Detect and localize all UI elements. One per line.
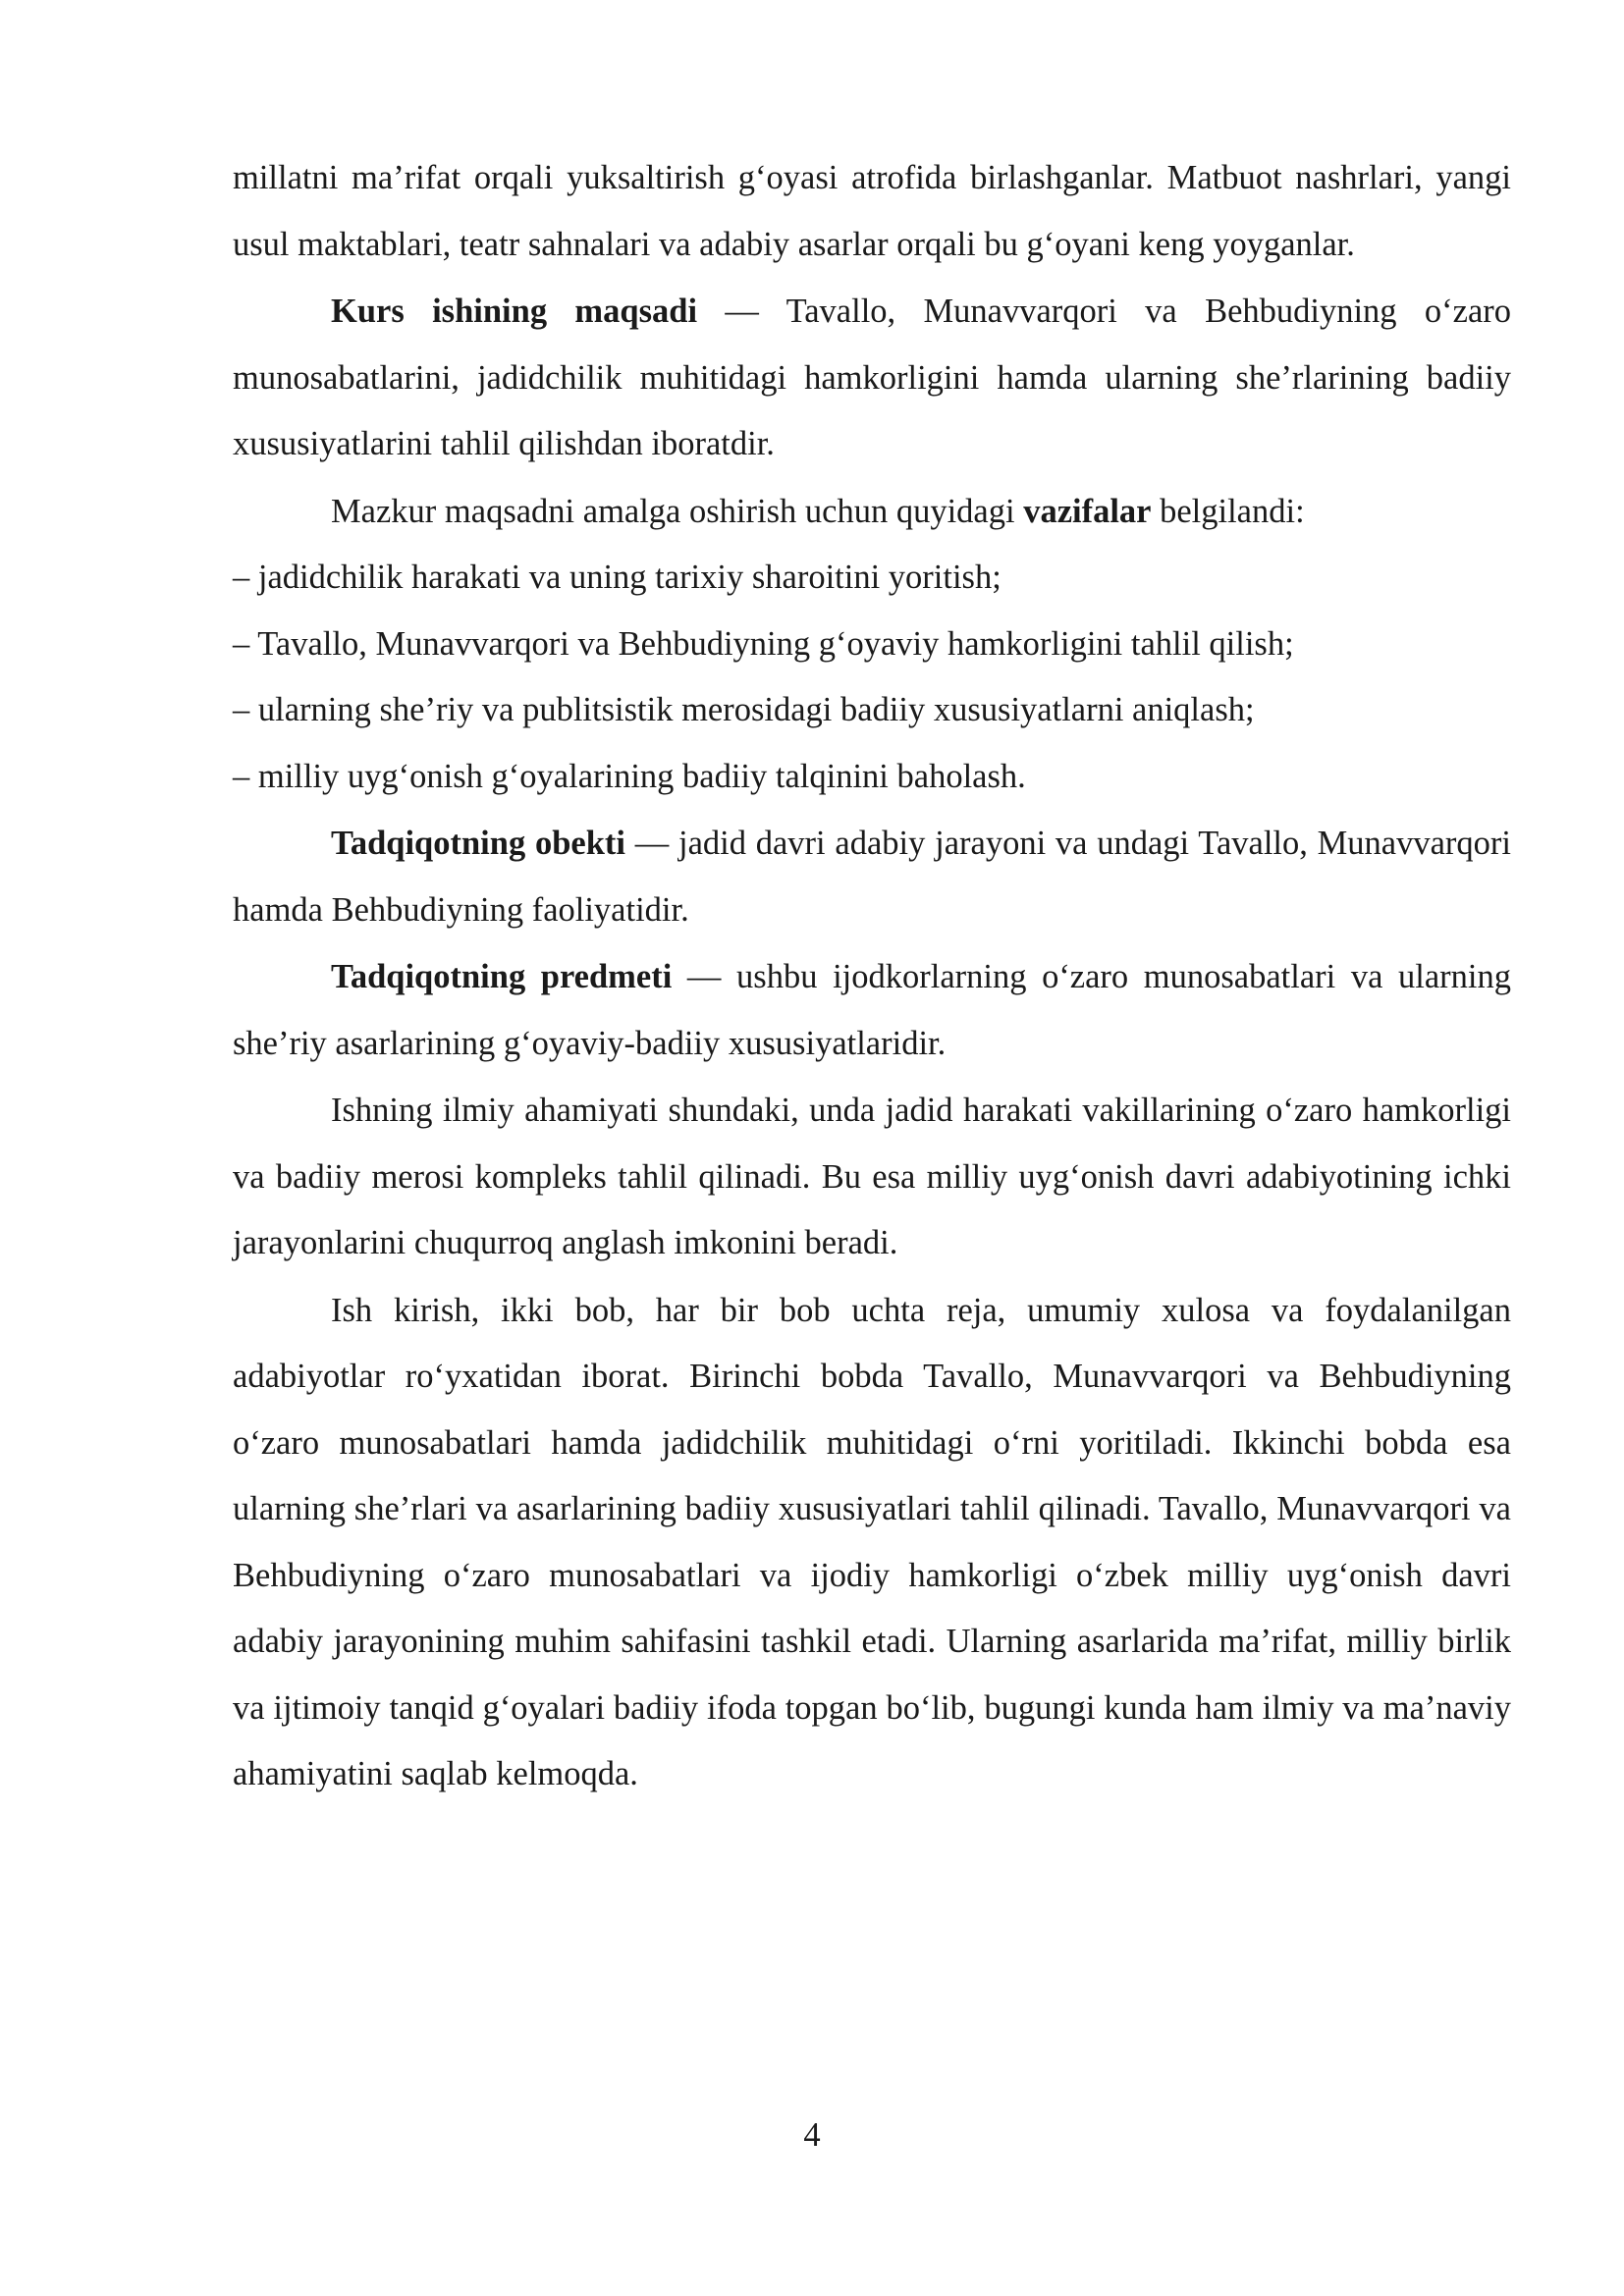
subject-text: — ushbu ijodkorlarning o‘zaro munosabatlari va ularning she’riy asarlarining g‘oyaviy-badiiy xususiyatlaridir. (233, 958, 1511, 1062)
document-page (233, 145, 1511, 1808)
tasks-intro-after: belgilandi: (1151, 492, 1305, 530)
task-item: – Tavallo, Munavvarqori va Behbudiyning g‘oyaviy hamkorligini tahlil qilish; (233, 624, 1294, 663)
aim-text: — Tavallo, Munavvarqori va Behbudiyning o‘zaro munosabatlarini, jadidchilik muhitidagi hamkorligini hamda ularning she’rlarining badiiy xususiyatlarini tahlil qilishdan iboratdir. (233, 293, 1511, 462)
object-text: — jadid davri adabiy jarayoni va undagi Tavallo, Munavvarqori hamda Behbudiyning faoliyatidir. (233, 825, 1511, 929)
tasks-intro-before: Mazkur maqsadni amalga oshirish uchun quyidagi (331, 492, 1024, 530)
paragraph-subject (233, 944, 1511, 1077)
task-item: – ularning she’riy va publitsistik merosidagi badiiy xususiyatlarni aniqlash; (233, 691, 1255, 728)
paragraph-aim (233, 279, 1511, 478)
page-number: 4 (803, 2116, 821, 2154)
task-item: – milliy uyg‘onish g‘oyalarining badiiy talqinini baholash. (233, 757, 1026, 795)
paragraph-continuation: millatni ma’rifat orqali yuksaltirish g‘oyasi atrofida birlashganlar. Matbuot nashrlari, yangi usul maktablari, teatr sahnalari va adabiy asarlar orqali bu g‘oyani keng yoyganlar. (233, 159, 1511, 263)
paragraph-significance: Ishning ilmiy ahamiyati shundaki, unda jadid harakati vakillarining o‘zaro hamkorligi va badiiy merosi kompleks tahlil qilinadi. Bu esa milliy uyg‘onish davri adabiyotining ichki jarayonlarini chuqurroq anglash imkonini beradi. (233, 1092, 1511, 1261)
paragraph-tasks-intro (233, 479, 1511, 546)
tasks-term: vazifalar (1023, 492, 1152, 530)
aim-term: Kurs ishining maqsadi (331, 293, 698, 330)
object-term: Tadqiqotning obekti (331, 825, 625, 862)
paragraph-object (233, 811, 1511, 943)
subject-term: Tadqiqotning predmeti (331, 958, 673, 995)
task-item: – jadidchilik harakati va uning tarixiy sharoitini yoritish; (233, 559, 1001, 596)
paragraph-structure: Ish kirish, ikki bob, har bir bob uchta reja, umumiy xulosa va foydalanilgan adabiyotlar ro‘yxatidan iborat. Birinchi bobda Tavallo, Munavvarqori va Behbudiyning o‘zaro munosabatlari hamda jadidchilik muhitidagi o‘rni yoritiladi. Ikkinchi bobda esa ularning she’rlari va asarlarining badiiy xususiyatlari tahlil qilinadi. Tavallo, Munavvarqori va Behbudiyning o‘zaro munosabatlari va ijodiy hamkorligi o‘zbek milliy uyg‘onish davri adabiy jarayonining muhim sahifasini tashkil etadi. Ularning asarlarida ma’rifat, milliy birlik va ijtimoiy tanqid g‘oyalari badiiy ifoda topgan bo‘lib, bugungi kunda ham ilmiy va ma’naviy ahamiyatini saqlab kelmoqda. (233, 1291, 1511, 1792)
